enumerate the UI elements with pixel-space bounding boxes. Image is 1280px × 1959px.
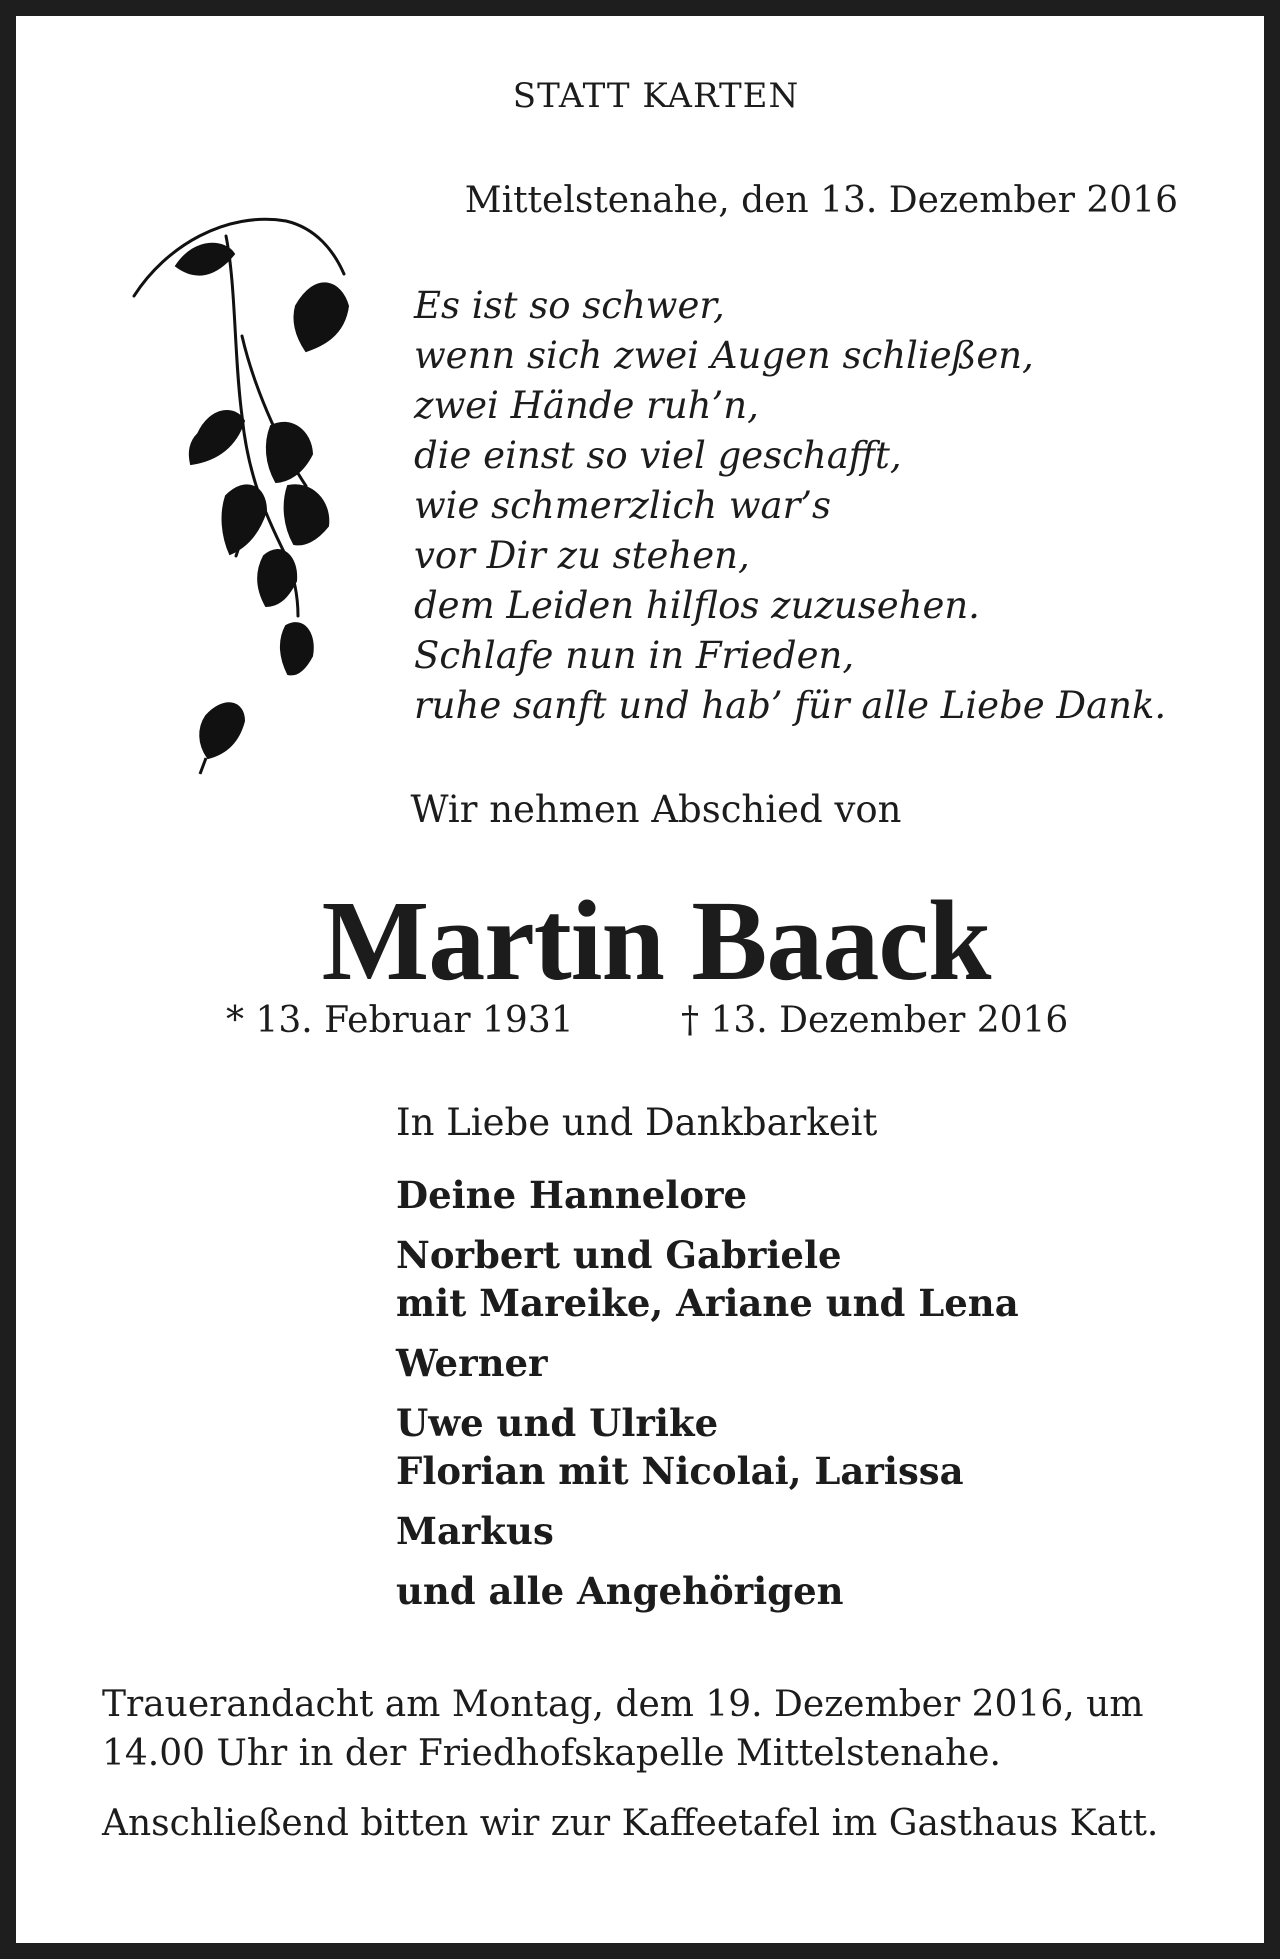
family-group	[396, 1231, 1019, 1327]
poem-line: ruhe sanft und hab’ für alle Liebe Dank.	[414, 684, 1167, 727]
reception-text: Anschließend bitten wir zur Kaffeetafel im Gasthaus Katt.	[102, 1803, 1159, 1844]
family-line: Norbert und Gabriele	[396, 1233, 842, 1277]
poem-line: wenn sich zwei Augen schließen,	[414, 334, 1034, 377]
poem-line: Schlafe nun in Frieden,	[414, 634, 855, 677]
family-line: Deine Hannelore	[396, 1173, 748, 1217]
family-list	[396, 1171, 1019, 1627]
family-line: Markus	[396, 1509, 554, 1553]
deceased-name: Martin Baack	[321, 877, 991, 1004]
death-date: † 13. Dezember 2016	[681, 1000, 1069, 1041]
family-line: Uwe und Ulrike	[396, 1401, 719, 1445]
poem-line: zwei Hände ruh’n,	[414, 384, 759, 427]
family-line: Werner	[396, 1341, 548, 1385]
birth-date: * 13. Februar 1931	[226, 1000, 574, 1041]
poem	[414, 281, 1166, 731]
farewell-intro: Wir nehmen Abschied von	[410, 788, 902, 831]
dateline: Mittelstenahe, den 13. Dezember 2016	[464, 180, 1178, 221]
family-line: Florian mit Nicolai, Larissa	[396, 1449, 964, 1493]
family-group	[396, 1339, 1019, 1387]
family-group	[396, 1567, 1019, 1615]
poem-line: dem Leiden hilflos zuzusehen.	[414, 584, 980, 627]
love-line: In Liebe und Dankbarkeit	[396, 1101, 878, 1144]
poem-line: Es ist so schwer,	[414, 284, 725, 327]
leaf-branch-icon	[116, 196, 376, 796]
family-line: mit Mareike, Ariane und Lena	[396, 1281, 1019, 1325]
service-info	[102, 1680, 1210, 1869]
poem-line: vor Dir zu stehen,	[414, 534, 750, 577]
poem-line: wie schmerzlich war’s	[414, 484, 832, 527]
notice-header: STATT KARTEN	[512, 76, 800, 116]
service-text: Trauerandacht am Montag, dem 19. Dezember 2016, um 14.00 Uhr in der Friedhofskapelle Mittelstenahe.	[102, 1684, 1144, 1774]
family-group	[396, 1507, 1019, 1555]
family-group	[396, 1171, 1019, 1219]
family-group	[396, 1399, 1019, 1495]
poem-line: die einst so viel geschafft,	[414, 434, 902, 477]
family-line: und alle Angehörigen	[396, 1569, 844, 1613]
